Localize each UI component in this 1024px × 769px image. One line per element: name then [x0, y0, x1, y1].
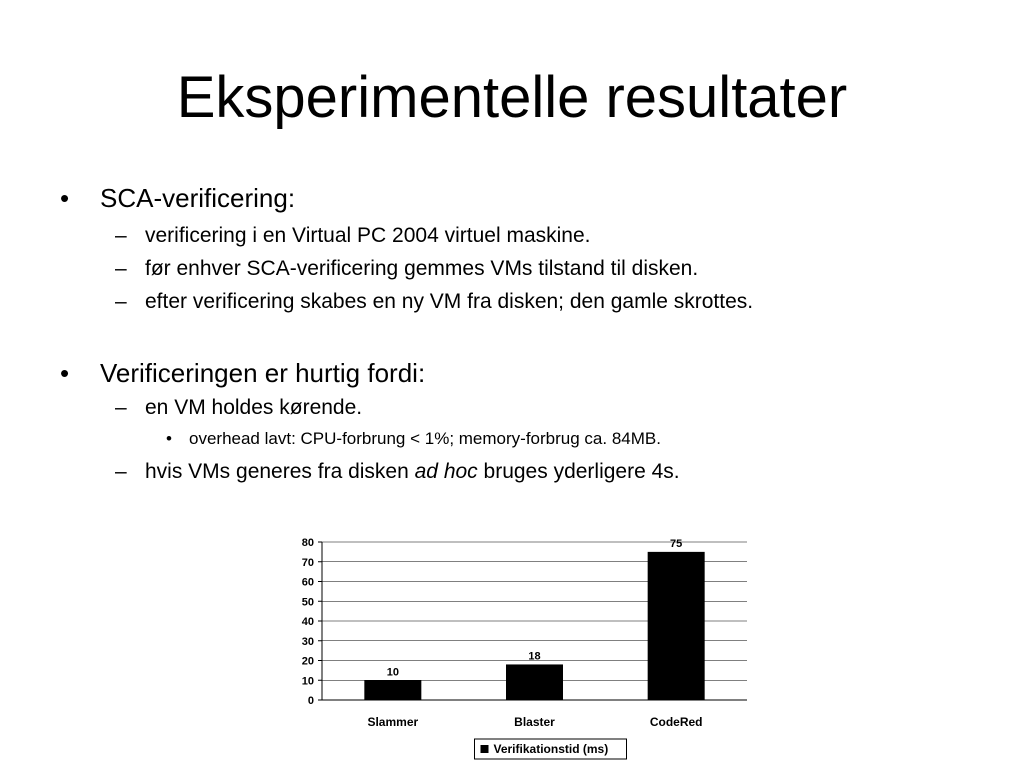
dash-marker: –: [115, 257, 127, 280]
bar: [648, 552, 705, 700]
bullet-marker: •: [60, 358, 70, 388]
slide-title: Eksperimentelle resultater: [176, 65, 848, 130]
bar-chart-svg: [282, 528, 752, 764]
sub-bullet-emphasis: ad hoc: [414, 460, 478, 483]
sub-bullet-text-end: bruges yderligere 4s.: [477, 460, 680, 483]
legend-label: Verifikationstid (ms): [493, 742, 609, 756]
bar-data-label: 10: [386, 666, 399, 679]
bar-data-label: 75: [670, 537, 683, 550]
y-tick-label: 30: [301, 635, 314, 648]
sub-bullet-text: [145, 458, 680, 486]
sub-bullet-text: efter verificering skabes en ny VM fra disken; den gamle skrottes.: [145, 290, 754, 313]
sub-sub-bullet-text: overhead lavt: CPU-forbrung < 1%; memory-forbrug ca. 84MB.: [189, 429, 661, 448]
sub-bullet-text-start: hvis VMs generes fra disken: [145, 460, 415, 483]
bullet-marker: •: [166, 429, 172, 448]
sub-bullet-text: verificering i en Virtual PC 2004 virtuel maskine.: [145, 224, 591, 247]
bar: [506, 664, 563, 700]
y-tick-label: 80: [301, 537, 314, 549]
bar-data-label: 18: [528, 650, 541, 663]
dash-marker: –: [115, 290, 127, 313]
dash-marker: –: [115, 224, 127, 247]
bullet-marker: •: [60, 183, 70, 213]
sub-bullet-text: før enhver SCA-verificering gemmes VMs tilstand til disken.: [145, 257, 699, 280]
bullet-text: Verificeringen er hurtig fordi:: [100, 358, 426, 388]
dash-marker: –: [115, 396, 127, 419]
y-tick-label: 60: [301, 576, 314, 589]
y-tick-label: 40: [301, 616, 314, 628]
y-tick-label: 70: [301, 556, 314, 569]
sub-bullet-text: en VM holdes kørende.: [145, 396, 363, 419]
y-tick-label: 50: [301, 596, 314, 609]
x-tick-label: Blaster: [514, 715, 555, 729]
bar: [364, 680, 421, 700]
dash-marker: –: [115, 460, 127, 483]
y-tick-label: 0: [307, 695, 314, 707]
bar-chart: [282, 528, 752, 764]
x-tick-label: CodeRed: [649, 715, 703, 729]
legend-swatch: [481, 745, 489, 753]
x-tick-label: Slammer: [367, 715, 419, 729]
y-tick-label: 10: [301, 675, 314, 688]
y-tick-label: 20: [301, 655, 314, 668]
bullet-text: SCA-verificering:: [100, 183, 296, 213]
